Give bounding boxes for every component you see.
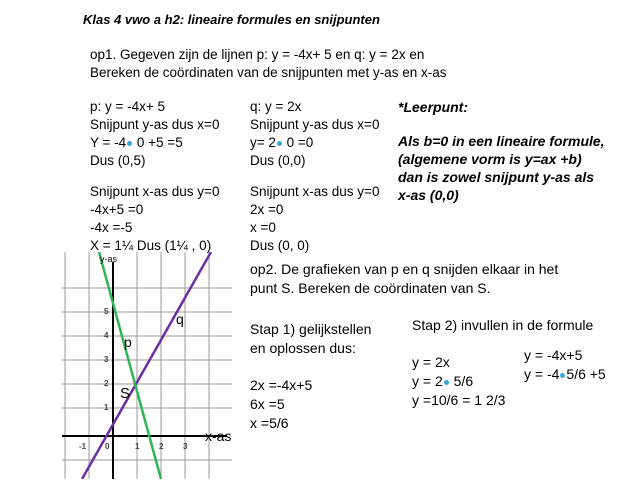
op2-line2: punt S. Bereken de coördinaten van S. bbox=[250, 280, 491, 296]
stap1-line2: en oplossen dus: bbox=[250, 340, 356, 356]
q-line2: Snijpunt y-as dus x=0 bbox=[250, 117, 380, 132]
multiply-dot-icon bbox=[444, 380, 449, 385]
leerpunt-line4: dan is zowel snijpunt y-as als bbox=[398, 169, 595, 185]
stap2-line3-b: 5/6 bbox=[449, 373, 474, 389]
stap2-right-line2-a: y = -4 bbox=[524, 366, 560, 382]
p-column bbox=[90, 98, 219, 255]
stap1-line4: 6x =5 bbox=[250, 396, 285, 412]
x-tick: -1 bbox=[79, 442, 87, 451]
stap2-right bbox=[524, 346, 606, 384]
leerpunt-line3: (algemene vorm is y=ax +b) bbox=[398, 151, 582, 167]
stap2-right-line2 bbox=[524, 365, 606, 384]
s-label: S bbox=[120, 385, 131, 402]
y-tick: 4 bbox=[104, 331, 109, 340]
y-tick: 3 bbox=[104, 355, 109, 364]
p-line4: Dus (0,5) bbox=[90, 153, 146, 168]
stap2-left bbox=[412, 353, 505, 410]
q-line5: Snijpunt x-as dus y=0 bbox=[250, 184, 380, 199]
y-tick: 2 bbox=[104, 379, 109, 388]
q-column bbox=[250, 98, 379, 255]
stap1-line1: Stap 1) gelijkstellen bbox=[250, 321, 372, 337]
multiply-dot-icon bbox=[127, 141, 132, 146]
y-tick: 1 bbox=[104, 403, 109, 412]
stap2-right-line1: y = -4x+5 bbox=[524, 347, 583, 363]
stap2-line4: y =10/6 = 1 2/3 bbox=[412, 392, 506, 408]
spacer bbox=[90, 170, 219, 183]
op2-line1: op2. De grafieken van p en q snijden elkaar in het bbox=[250, 261, 559, 277]
op1-line2: Bereken de coördinaten van de snijpunten met y-as en x-as bbox=[90, 65, 447, 80]
graph-svg bbox=[62, 252, 232, 479]
q-line6: 2x =0 bbox=[250, 202, 284, 217]
op2-text bbox=[250, 260, 558, 298]
q-line4: Dus (0,0) bbox=[250, 153, 306, 168]
leerpunt-line2: Als b=0 in een lineaire formule, bbox=[398, 133, 605, 149]
p-line5: Snijpunt x-as dus y=0 bbox=[90, 184, 220, 199]
stap2-line3 bbox=[412, 372, 505, 391]
y-axis-label: y-as bbox=[100, 254, 118, 264]
op1-line1: op1. Gegeven zijn de lijnen p: y = -4x+ 5 en q: y = 2x en bbox=[90, 47, 425, 62]
p-line6: -4x+5 =0 bbox=[90, 202, 144, 217]
p-line3 bbox=[90, 134, 219, 152]
q-line1: q: y = 2x bbox=[250, 99, 302, 114]
q-label: q bbox=[176, 311, 184, 327]
graph-area bbox=[62, 252, 232, 479]
stap1-line3: 2x =-4x+5 bbox=[250, 377, 313, 393]
stap2-right-line2-b: 5/6 +5 bbox=[566, 366, 606, 382]
x-tick: 3 bbox=[183, 442, 188, 451]
y-tick: 5 bbox=[104, 307, 109, 316]
q-line3-b: 0 =0 bbox=[282, 135, 314, 150]
leerpunt-line1: *Leerpunt: bbox=[398, 99, 468, 115]
p-line1: p: y = -4x+ 5 bbox=[90, 99, 166, 114]
spacer bbox=[250, 358, 371, 376]
p-line2: Snijpunt y-as dus x=0 bbox=[90, 117, 220, 132]
stap1-line5: x =5/6 bbox=[250, 415, 289, 431]
stap2-line3-a: y = 2 bbox=[412, 373, 443, 389]
spacer bbox=[398, 116, 605, 132]
page-title: Klas 4 vwo a h2: lineaire formules en snijpunten bbox=[83, 12, 380, 27]
p-line3-b: 0 +5 =5 bbox=[133, 135, 183, 150]
leerpunt-line5: x-as (0,0) bbox=[398, 187, 459, 203]
x-tick: 2 bbox=[159, 442, 164, 451]
p-label: p bbox=[124, 334, 132, 350]
multiply-dot-icon bbox=[560, 373, 565, 378]
stap1-block bbox=[250, 320, 371, 433]
p-line7: -4x =-5 bbox=[90, 220, 133, 235]
x-axis-label: x-as bbox=[205, 428, 232, 444]
multiply-dot-icon bbox=[277, 141, 282, 146]
stap2-heading: Stap 2) invullen in de formule bbox=[412, 317, 594, 333]
p-line3-a: Y = -4 bbox=[90, 135, 127, 150]
x-tick: 0 bbox=[105, 442, 110, 451]
leerpunt-box bbox=[398, 98, 605, 204]
q-line3-a: y= 2 bbox=[250, 135, 276, 150]
p-line8: X = 1¼ Dus (1¼ , 0) bbox=[90, 238, 212, 253]
stap2-line2: y = 2x bbox=[412, 354, 450, 370]
q-line8: Dus (0, 0) bbox=[250, 238, 310, 253]
x-tick: 1 bbox=[135, 442, 140, 451]
op1-text bbox=[90, 46, 446, 82]
q-line7: x =0 bbox=[250, 220, 276, 235]
q-line3 bbox=[250, 134, 379, 152]
spacer bbox=[250, 170, 379, 183]
line-q bbox=[82, 252, 211, 479]
